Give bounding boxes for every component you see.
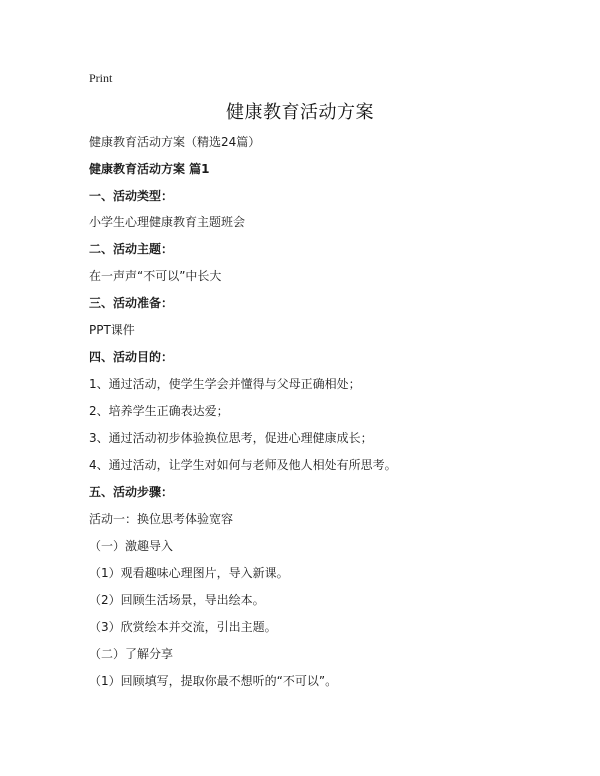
list-item: 3、通过活动初步体验换位思考，促进心理健康成长； (89, 431, 373, 445)
section-heading-activity-theme: 二、活动主题： (89, 242, 174, 256)
print-label: Print (89, 71, 113, 85)
list-item: （2）回顾生活场景，导出绘本。 (89, 593, 265, 607)
list-item: 4、通过活动，让学生对如何与老师及他人相处有所思考。 (89, 458, 397, 472)
paragraph-line: 在一声声“不可以”中长大 (89, 269, 222, 283)
paragraph-line: 小学生心理健康教育主题班会 (89, 215, 246, 229)
list-item: （1）观看趣味心理图片，导入新课。 (89, 566, 289, 580)
section-heading-activity-type: 一、活动类型： (89, 189, 174, 203)
paragraph-line: PPT课件 (89, 323, 135, 337)
list-item: 1、通过活动，使学生学会并懂得与父母正确相处； (89, 377, 361, 391)
section-heading-article: 健康教育活动方案 篇1 (89, 162, 210, 176)
document-title: 健康教育活动方案 (226, 102, 374, 123)
subsection-heading: （二）了解分享 (89, 647, 174, 661)
subsection-heading: （一）激趣导入 (89, 539, 174, 553)
list-item: 2、培养学生正确表达爱； (89, 404, 229, 418)
list-item: （1）回顾填写，提取你最不想听的“不可以”。 (89, 674, 338, 688)
section-heading-activity-goal: 四、活动目的： (89, 350, 174, 364)
section-heading-activity-steps: 五、活动步骤： (89, 485, 174, 499)
section-heading-activity-prep: 三、活动准备： (89, 296, 174, 310)
paragraph-line: 活动一：换位思考体验宽容 (89, 512, 234, 526)
list-item: （3）欣赏绘本并交流，引出主题。 (89, 620, 277, 634)
document-subtitle: 健康教育活动方案（精选24篇） (89, 135, 261, 149)
